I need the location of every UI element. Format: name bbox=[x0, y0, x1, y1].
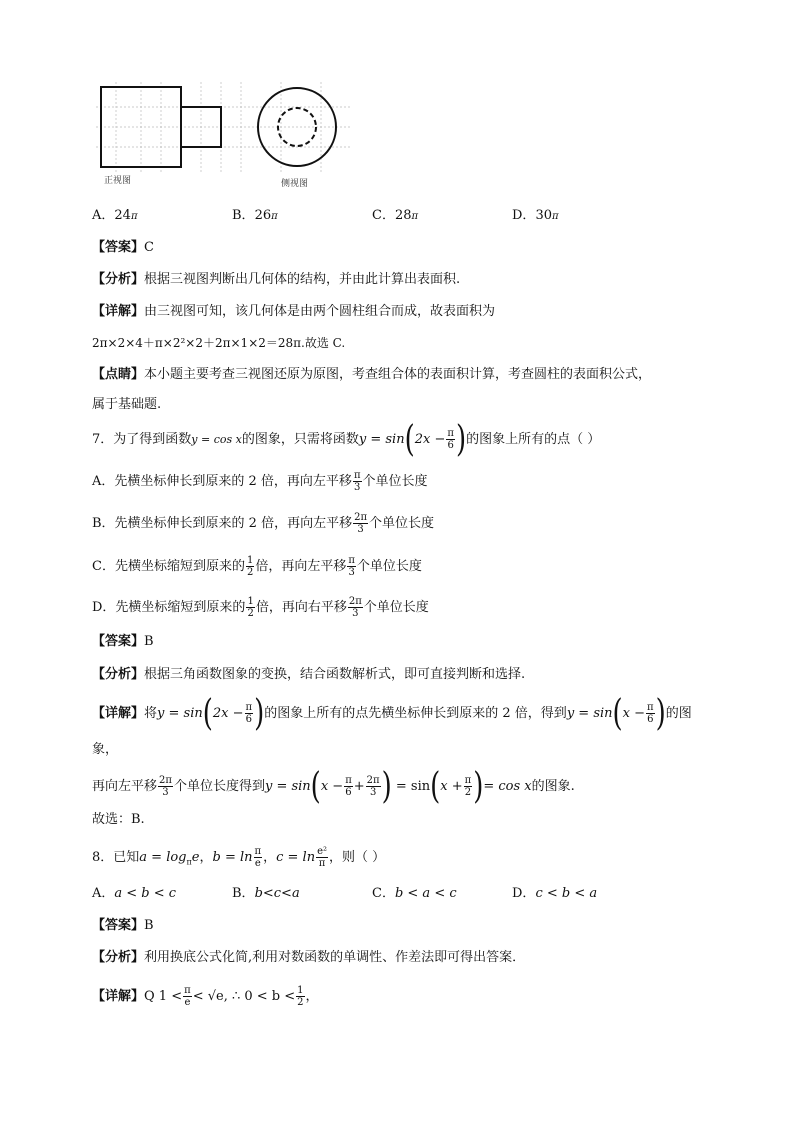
q8-option-d: D．c < b < a bbox=[512, 886, 598, 901]
q7-option-c: C．先横坐标缩短到原来的 $\frac{1}{2}$ 倍，再向左平移 $\frac{\pi}{3}$ 个单位长度 bbox=[92, 555, 422, 578]
q6-option-d: D．30π bbox=[512, 208, 559, 223]
q8-analysis: 【分析】利用换底公式化简,利用对数函数的单调性、作差法即可得出答案． bbox=[92, 950, 526, 965]
q8-stem: 8．已知$a = \log_\pi e$，b = ln $\frac{\pi}{e}$ ，c = ln $\frac{\text{e²}}{\pi}$ ，则（ ） bbox=[92, 846, 386, 869]
q8-answer: 【答案】B bbox=[92, 918, 154, 933]
q8-option-c: C．b < a < c bbox=[372, 886, 457, 901]
q7-detail-continued: 象， bbox=[92, 742, 119, 757]
q7-option-d: D．先横坐标缩短到原来的 $\frac{1}{2}$ 倍，再向右平移 $\frac{2\pi}{3}$ 个单位长度 bbox=[92, 596, 429, 619]
q8-option-b: B．b<c<a bbox=[232, 886, 300, 901]
q6-option-a: A．24π bbox=[92, 208, 138, 223]
front-view-label: 正视图 bbox=[104, 176, 132, 186]
q7-stem: 7．为了得到函数y = cos x的图象，只需将函数y = sin(2x − $\frac{\pi}{6}$ )的图象上所有的点（ ） bbox=[92, 418, 601, 461]
side-view-label: 侧视图 bbox=[281, 179, 309, 189]
q8-detail: 【详解】Q 1 < $\frac{\pi}{e}$ < √e, ∴ 0 < b < $\frac{1}{2}$ ， bbox=[92, 985, 319, 1008]
q7-option-a: A．先横坐标伸长到原来的 2 倍，再向左平移 $\frac{\pi}{3}$ 个单位长度 bbox=[92, 470, 428, 493]
q6-answer: 【答案】C bbox=[92, 240, 154, 255]
three-view-figure bbox=[96, 82, 356, 192]
q6-analysis: 【分析】根据三视图判断出几何体的结构，并由此计算出表面积. bbox=[92, 272, 461, 287]
q6-formula: 2π×2×4＋π×2²×2＋2π×1×2＝28π.故选 C. bbox=[92, 336, 346, 350]
q6-comment-continued: 属于基础题. bbox=[92, 397, 162, 412]
q7-analysis: 【分析】根据三角函数图象的变换，结合函数解析式，即可直接判断和选择. bbox=[92, 667, 526, 682]
q7-option-b: B．先横坐标伸长到原来的 2 倍，再向左平移 $\frac{2\pi}{3}$ 个单位长度 bbox=[92, 512, 435, 535]
q6-option-c: C．28π bbox=[372, 208, 419, 223]
q7-answer: 【答案】B bbox=[92, 634, 154, 649]
q6-detail: 【详解】由三视图可知，该几何体是由两个圆柱组合而成，故表面积为 bbox=[92, 304, 496, 319]
q7-detail: 【详解】将y = sin(2x − $\frac{\pi}{6}$ )的图象上所有的点先横坐标伸长到原来的 2 倍，得到y = sin(x − $\frac{\pi}{6}$ )的图 bbox=[92, 692, 692, 735]
q7-choose: 故选：B. bbox=[92, 812, 145, 827]
q7-shift-line: 再向左平移 $\frac{2\pi}{3}$ 个单位长度得到y = sin(x − $\frac{\pi}{6}$ + $\frac{2\pi}{3}$ ) = sin(x + $\frac{\pi}{2}$ )= cos x的图象. bbox=[92, 765, 575, 808]
q6-comment: 【点睛】本小题主要考查三视图还原为原图，考查组合体的表面积计算，考查圆柱的表面积公式， bbox=[92, 367, 652, 382]
q8-option-a: A．a < b < c bbox=[92, 886, 177, 901]
q6-option-b: B．26π bbox=[232, 208, 278, 223]
